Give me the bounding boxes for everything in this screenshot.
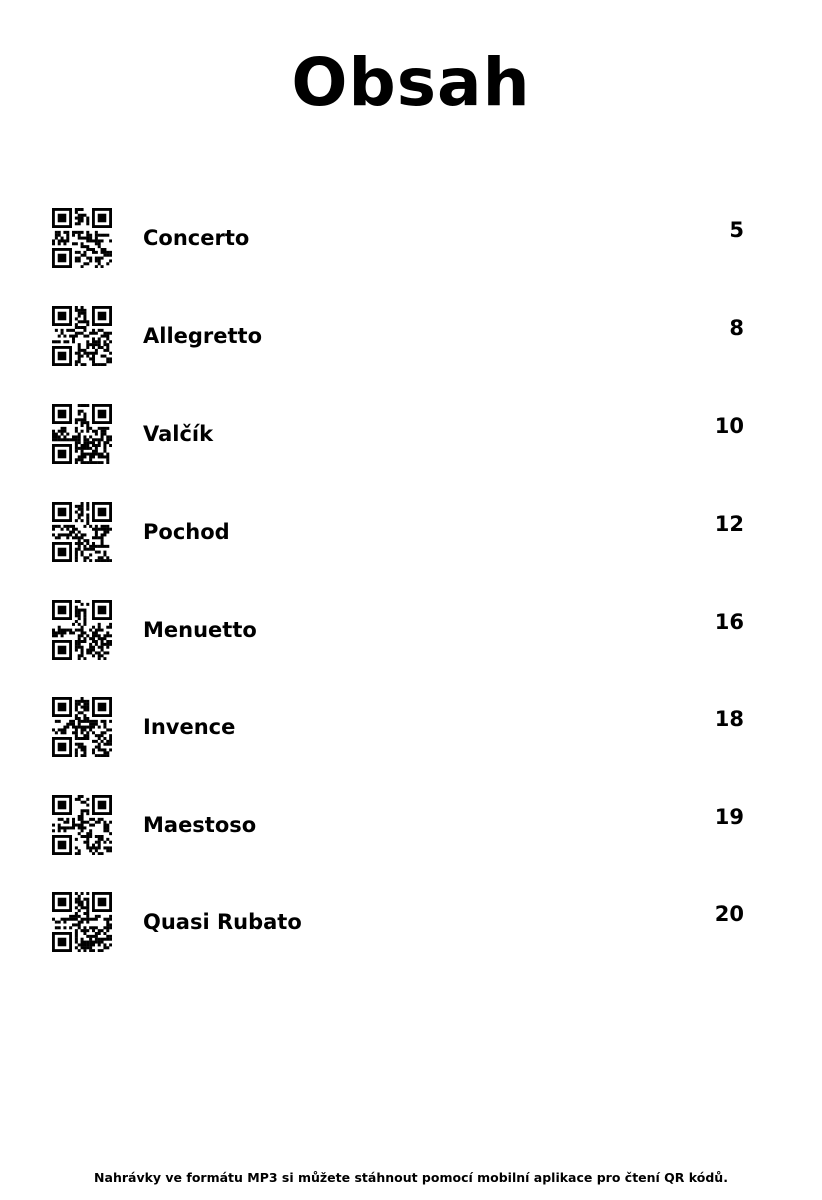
toc-item-page: 19 [714, 805, 744, 829]
toc-row [0, 600, 822, 662]
qr-code-icon[interactable] [52, 404, 112, 464]
toc-item-title: Concerto [143, 226, 250, 250]
toc-row [0, 697, 822, 759]
toc-item-page: 16 [714, 610, 744, 634]
toc-row [0, 404, 822, 466]
toc-row [0, 208, 822, 270]
qr-code-icon[interactable] [52, 306, 112, 366]
toc-item-title: Allegretto [143, 324, 263, 348]
toc-item-title: Pochod [143, 520, 230, 544]
toc-row [0, 502, 822, 564]
toc-item-title: Maestoso [143, 813, 257, 837]
toc-item-page: 10 [714, 414, 744, 438]
qr-code-icon[interactable] [52, 600, 112, 660]
toc-row [0, 892, 822, 954]
qr-code-icon[interactable] [52, 892, 112, 952]
toc-item-page: 12 [714, 512, 744, 536]
toc-row [0, 795, 822, 857]
toc-item-title: Quasi Rubato [143, 910, 302, 934]
qr-code-icon[interactable] [52, 208, 112, 268]
toc-item-page: 8 [729, 316, 744, 340]
footer-note: Nahrávky ve formátu MP3 si můžete stáhnout pomocí mobilní aplikace pro čtení QR kódů. [94, 1170, 728, 1185]
qr-code-icon[interactable] [52, 795, 112, 855]
toc-item-page: 5 [729, 218, 744, 242]
toc-row [0, 306, 822, 368]
toc-item-title: Valčík [143, 422, 214, 446]
toc-item-page: 20 [714, 902, 744, 926]
toc-item-title: Invence [143, 715, 236, 739]
toc-item-page: 18 [714, 707, 744, 731]
qr-code-icon[interactable] [52, 697, 112, 757]
qr-code-icon[interactable] [52, 502, 112, 562]
page-title: Obsah [291, 44, 531, 121]
toc-item-title: Menuetto [143, 618, 257, 642]
